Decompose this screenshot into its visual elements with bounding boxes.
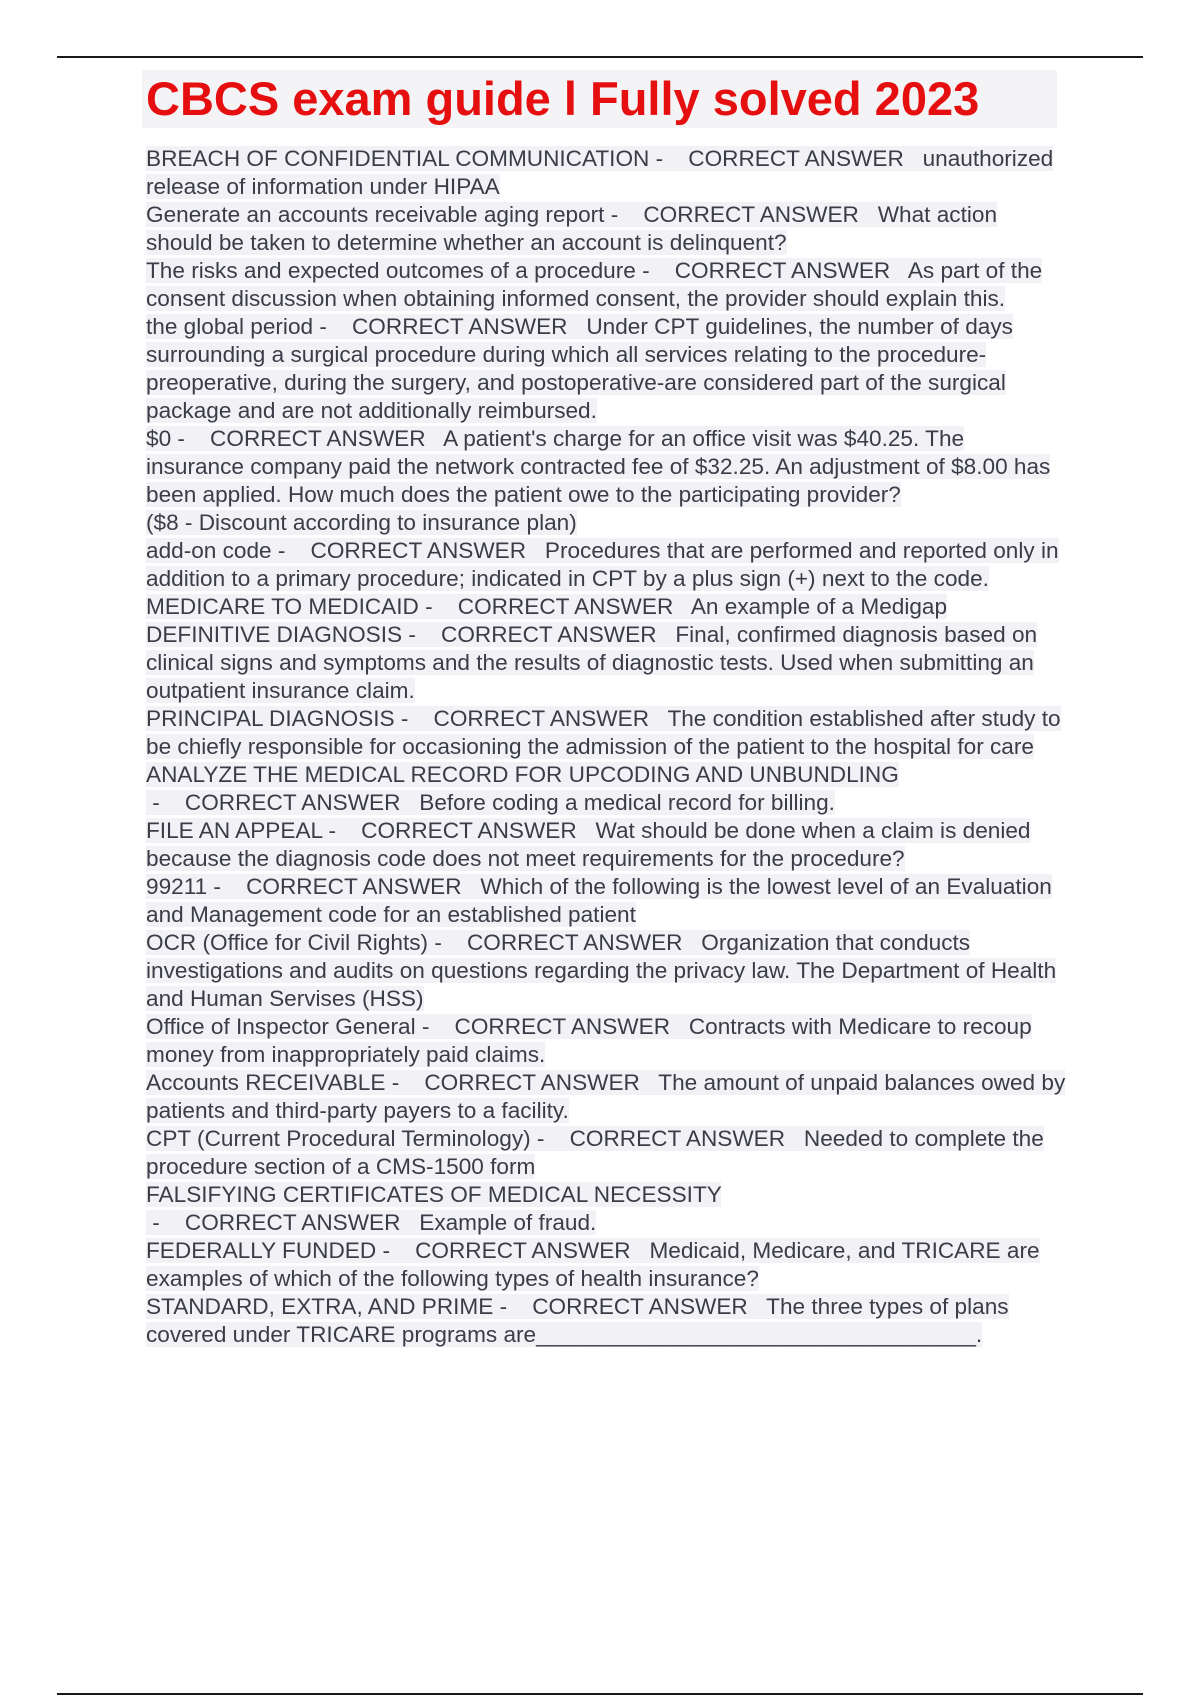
qa-answer: A patient's charge for an office visit was $40.25. The insurance company paid the network contracted fee of $32.25. An adjustment of $8.00 has been applied. How much does the patient owe to the participating provider? (146, 426, 1051, 507)
qa-entry (146, 1293, 1066, 1349)
qa-term: FALSIFYING CERTIFICATES OF MEDICAL NECESSITY (146, 1182, 722, 1207)
qa-answer: Under CPT guidelines, the number of days surrounding a surgical procedure during which all services relating to the procedure-preoperative, during the surgery, and postoperative-are considered part of the surgical package and are not additionally reimbursed. (146, 314, 1013, 423)
qa-answer: Organization that conducts investigations and audits on questions regarding the privacy law. The Department of Health and Human Servises (HSS) (146, 930, 1057, 1011)
qa-term: ANALYZE THE MEDICAL RECORD FOR UPCODING AND UNBUNDLING (146, 762, 899, 787)
qa-entry (146, 257, 1066, 313)
qa-term: FEDERALLY FUNDED (146, 1238, 377, 1263)
qa-entry (146, 929, 1066, 1013)
qa-answer: unauthorized release of information under HIPAA (146, 146, 1054, 199)
qa-entry (146, 1069, 1066, 1125)
qa-entry (146, 201, 1066, 257)
qa-entry (146, 817, 1066, 873)
bottom-rule (57, 1693, 1143, 1695)
qa-entry (146, 621, 1066, 705)
qa-answer: The amount of unpaid balances owed by patients and third-party payers to a facility. (146, 1070, 1066, 1123)
qa-entry (146, 873, 1066, 929)
qa-answer: Which of the following is the lowest level of an Evaluation and Management code for an established patient (146, 874, 1052, 927)
qa-term: PRINCIPAL DIAGNOSIS (146, 706, 395, 731)
qa-term: Generate an accounts receivable aging report (146, 202, 605, 227)
qa-term: Accounts RECEIVABLE (146, 1070, 386, 1095)
qa-term: FILE AN APPEAL (146, 818, 323, 843)
qa-term: MEDICARE TO MEDICAID (146, 594, 419, 619)
document-title: CBCS exam guide l Fully solved 2023 (146, 72, 980, 125)
qa-separator: - CORRECT ANSWER (415, 1014, 689, 1039)
qa-entry (146, 761, 1066, 817)
qa-answer: Needed to complete the procedure section of a CMS-1500 form (146, 1126, 1044, 1179)
qa-answer: Medicaid, Medicare, and TRICARE are examples of which of the following types of health insurance? (146, 1238, 1040, 1291)
qa-answer: Contracts with Medicare to recoup money from inappropriately paid claims. (146, 1014, 1032, 1067)
qa-separator: - CORRECT ANSWER (402, 622, 676, 647)
qa-separator: - CORRECT ANSWER (530, 1126, 804, 1151)
top-rule (57, 56, 1143, 58)
qa-answer: Procedures that are performed and reported only in addition to a primary procedure; indicated in CPT by a plus sign (+) next to the code. (146, 538, 1059, 591)
qa-answer: What action should be taken to determine whether an account is delinquent? (146, 202, 998, 255)
qa-note-text: ($8 - Discount according to insurance plan) (146, 510, 577, 535)
qa-answer: Example of fraud. (419, 1210, 597, 1235)
qa-answer: The condition established after study to be chiefly responsible for occasioning the admission of the patient to the hospital for care (146, 706, 1061, 759)
qa-entry (146, 1125, 1066, 1181)
qa-entry (146, 313, 1066, 425)
qa-separator: - CORRECT ANSWER (493, 1294, 767, 1319)
qa-entry (146, 705, 1066, 761)
qa-term: CPT (Current Procedural Terminology) (146, 1126, 531, 1151)
qa-answer: The three types of plans covered under TRICARE programs are___________________________________. (146, 1294, 1009, 1347)
qa-answer: Wat should be done when a claim is denied because the diagnosis code does not meet requirements for the procedure? (146, 818, 1031, 871)
qa-separator: - CORRECT ANSWER (313, 314, 587, 339)
qa-term: add-on code (146, 538, 272, 563)
qa-term: the global period (146, 314, 314, 339)
qa-separator: - CORRECT ANSWER (418, 594, 691, 619)
qa-separator: - CORRECT ANSWER (207, 874, 481, 899)
qa-list (146, 145, 1066, 1349)
qa-separator: - CORRECT ANSWER (649, 146, 923, 171)
qa-term: 99211 (146, 874, 208, 899)
qa-separator: - CORRECT ANSWER (385, 1070, 659, 1095)
qa-entry (146, 537, 1066, 593)
qa-entry (146, 145, 1066, 201)
qa-separator: - CORRECT ANSWER (271, 538, 545, 563)
qa-term: Office of Inspector General (146, 1014, 416, 1039)
qa-separator: - CORRECT ANSWER (376, 1238, 650, 1263)
qa-separator: - CORRECT ANSWER (428, 930, 702, 955)
qa-entry (146, 1181, 1066, 1237)
qa-entry (146, 1237, 1066, 1293)
qa-note (146, 509, 1066, 537)
qa-term: OCR (Office for Civil Rights) (146, 930, 429, 955)
qa-separator: - CORRECT ANSWER (604, 202, 878, 227)
qa-term: DEFINITIVE DIAGNOSIS (146, 622, 403, 647)
qa-term: $0 (146, 426, 172, 451)
qa-separator: - CORRECT ANSWER (635, 258, 908, 283)
qa-entry (146, 425, 1066, 509)
qa-answer: As part of the consent discussion when obtaining informed consent, the provider should explain this. (146, 258, 1043, 311)
qa-separator: - CORRECT ANSWER (146, 1210, 420, 1235)
qa-separator: - CORRECT ANSWER (394, 706, 668, 731)
qa-separator: - CORRECT ANSWER (146, 790, 420, 815)
qa-separator: - CORRECT ANSWER (171, 426, 444, 451)
qa-answer: Final, confirmed diagnosis based on clinical signs and symptoms and the results of diagnostic tests. Used when submitting an outpatient insurance claim. (146, 622, 1038, 703)
qa-separator: - CORRECT ANSWER (322, 818, 596, 843)
qa-term: STANDARD, EXTRA, AND PRIME (146, 1294, 494, 1319)
qa-entry (146, 1013, 1066, 1069)
qa-term: The risks and expected outcomes of a procedure (146, 258, 636, 283)
qa-answer: Before coding a medical record for billing. (419, 790, 835, 815)
qa-term: BREACH OF CONFIDENTIAL COMMUNICATION (146, 146, 650, 171)
qa-answer: An example of a Medigap (690, 594, 948, 619)
qa-entry (146, 593, 1066, 621)
